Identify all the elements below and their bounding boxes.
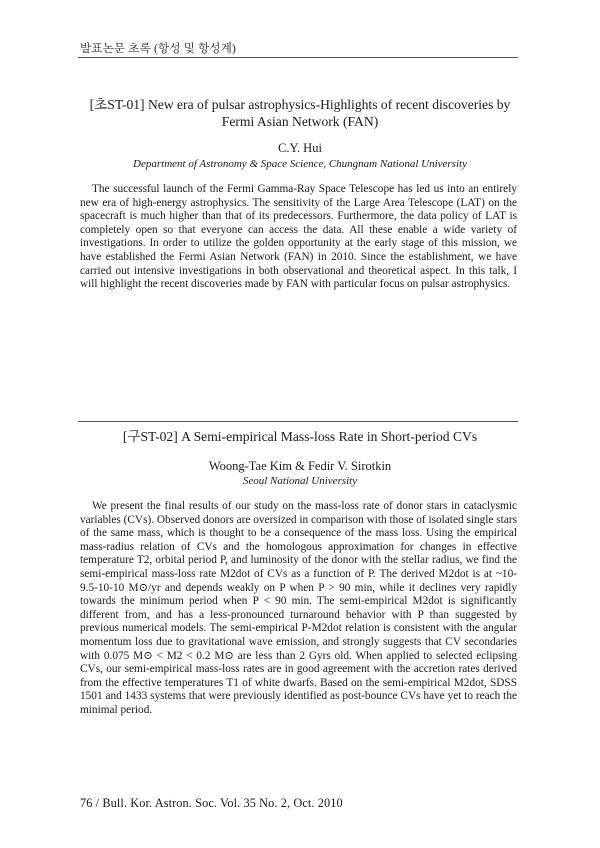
running-head: 발표논문 초록 (항성 및 항성계)	[80, 43, 237, 55]
abstract-body: We present the final results of our study on the mass-loss rate of donor stars in cataclysmic variables (CVs). Observed donors are oversized in comparison with those of isolated single stars of the same mass, which is thought to be a consequence of the mass loss. Using the empirical mass-radius relation of CVs and the homologous approximation for changes in effective temperature T2, orbital period P, and luminosity of the donor with the stellar radius, we find the semi-empirical mass-loss rate M2dot of CVs as a function of P. The derived M2dot is at ~10-9.5-10-10 M⊙/yr and depends weakly on P when P > 90 min, while it declines very rapidly towards the minimum period when P < 90 min. The semi-empirical M2dot is significantly different from, and has a less-pronounced turnaround behavior with P than suggested by previous numerical models. The semi-empirical P-M2dot relation is consistent with the angular momentum loss due to gravitational wave emission, and strongly suggests that CV secondaries with 0.075 M⊙ < M2 < 0.2 M⊙ are less than 2 Gyrs old. When applied to selected eclipsing CVs, our semi-empirical mass-loss rates are in good agreement with the accretion rates derived from the effective temperatures T1 of white dwarfs. Based on the semi-empirical M2dot, SDSS 1501 and 1433 systems that were previously identified as post-bounce CVs have yet to reach the minimal period.	[80, 500, 517, 716]
section-divider	[78, 421, 518, 422]
abstract-body: The successful launch of the Fermi Gamma-Ray Space Telescope has led us into an entirely new era of high-energy astrophysics. The sensitivity of the Large Area Telescope (LAT) on the spacecraft is much higher than that of its predecessors. Furthermore, the data policy of LAT is completely open so that everyone can access the data. All these enable a wide variety of investigations. In order to utilize the golden opportunity at the early stage of this mission, we have established the Fermi Asian Network (FAN) in 2010. Since the establishment, we have carried out intensive investigations in both observational and theoretical aspect. In this talk, I will highlight the recent discoveries made by FAN with particular focus on pulsar astrophysics.	[80, 183, 517, 291]
header-rule	[78, 57, 518, 58]
abstract-title: [구ST-02] A Semi-empirical Mass-loss Rate in Short-period CVs	[122, 429, 478, 444]
abstract-author: C.Y. Hui	[278, 141, 322, 155]
abstract-author: Woong-Tae Kim & Fedir V. Sirotkin	[208, 459, 392, 473]
page-footer: 76 / Bull. Kor. Astron. Soc. Vol. 35 No. 2, Oct. 2010	[80, 796, 343, 810]
abstract-affiliation: Department of Astronomy & Space Science, Chungnam National University	[133, 158, 467, 170]
abstract-title: [초ST-01] New era of pulsar astrophysics-Highlights of recent discoveries by Fermi Asian Network (FAN)	[89, 97, 511, 129]
abstract-affiliation: Seoul National University	[242, 475, 358, 487]
